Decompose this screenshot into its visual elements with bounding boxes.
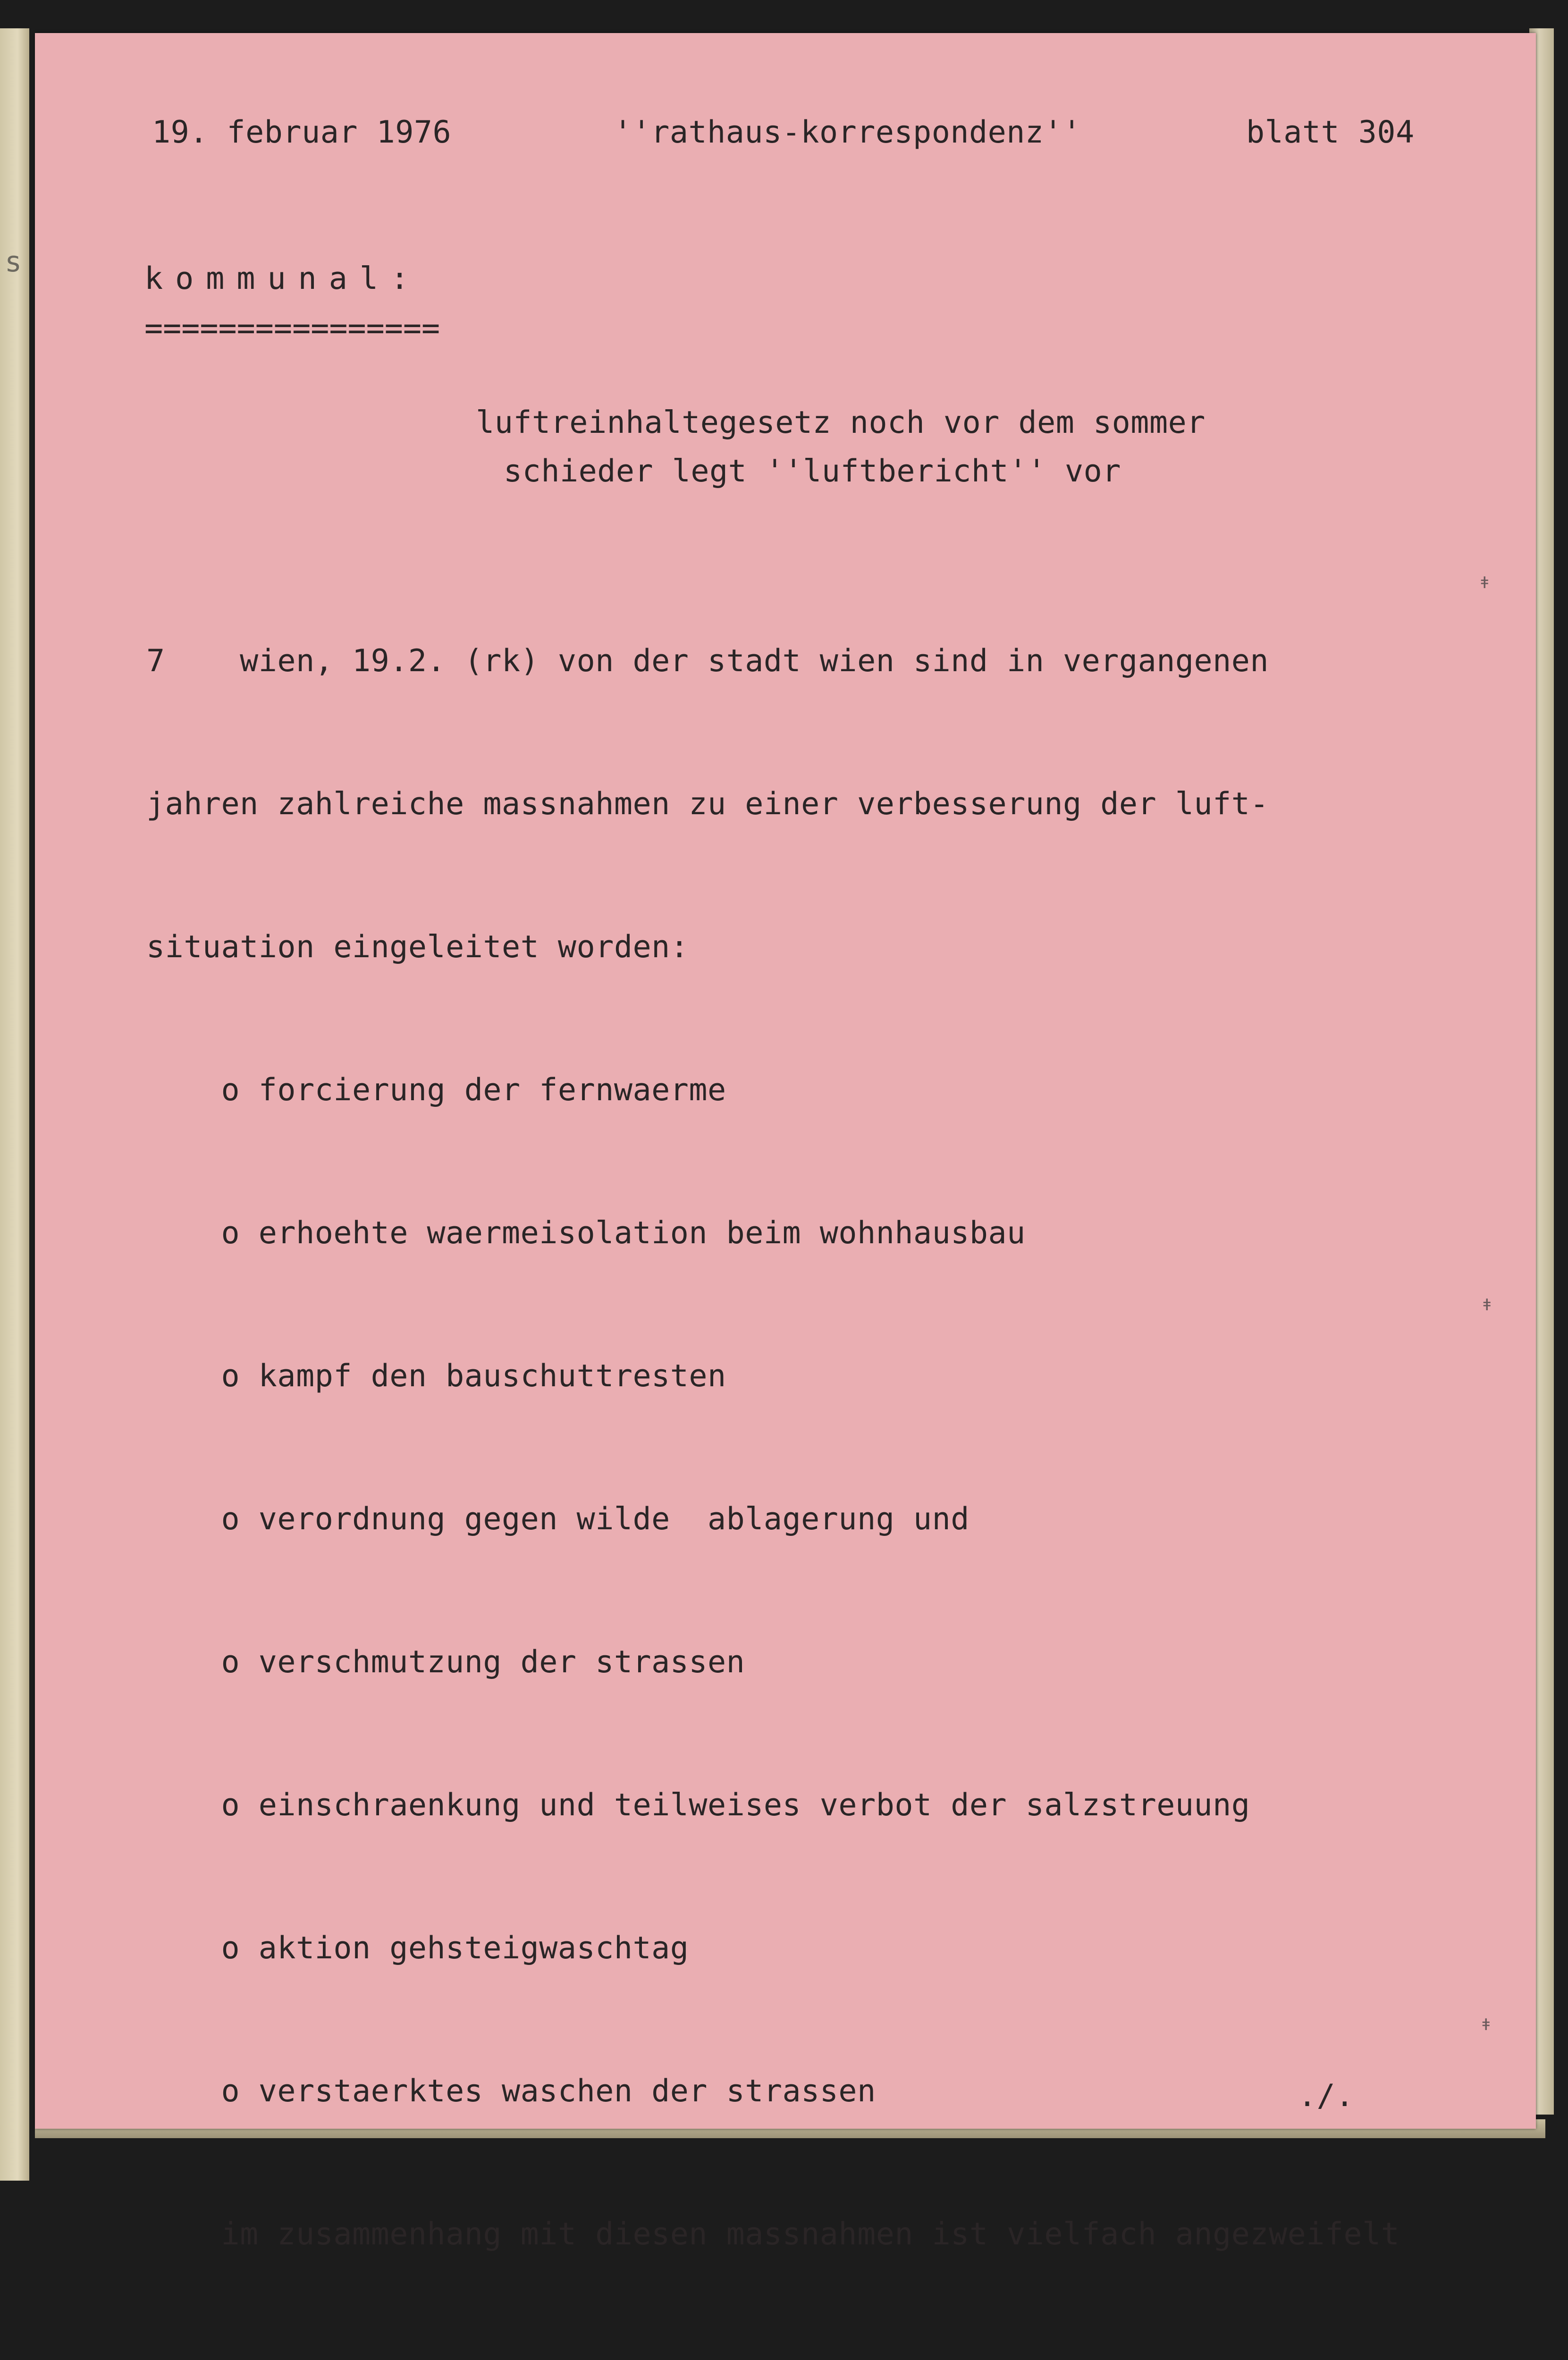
header-publication: ''rathaus-korrespondenz'' [614, 115, 1081, 150]
body-line [146, 2353, 1418, 2360]
body-line: jahren zahlreiche massnahmen zu einer verbesserung der luft- [146, 786, 1269, 822]
section-underline: ================ [144, 311, 440, 346]
list-item: o verschmutzung der strassen [146, 1644, 745, 1680]
header-date: 19. februar 1976 [152, 115, 452, 150]
body-line: im zusammenhang mit diesen massnahmen ist vielfach angezweifelt [146, 2217, 1400, 2252]
margin-tick-mark: ǂ [1481, 2015, 1491, 2034]
section-label: kommunal: [144, 261, 422, 296]
list-item: o kampf den bauschuttresten [146, 1358, 726, 1394]
list-item: o verordnung gegen wilde ablagerung und [146, 1501, 969, 1537]
list-item: o einschraenkung und teilweises verbot der salzstreuung [146, 1787, 1250, 1823]
list-item: o verstaerktes waschen der strassen [146, 2073, 876, 2109]
body-line: 7 wien, 19.2. (rk) von der stadt wien sind in vergangenen [146, 643, 1269, 679]
list-item: o erhoehte waermeisolation beim wohnhausbau [146, 1215, 1026, 1251]
headline-line-2: schieder legt ''luftbericht'' vor [504, 454, 1121, 489]
list-item: o forcierung der fernwaerme [146, 1072, 726, 1108]
adjacent-page-edge [0, 28, 29, 2181]
margin-tick-mark: ǂ [1480, 573, 1490, 592]
article-body [146, 542, 1418, 2360]
adjacent-page-mark: s [5, 245, 22, 278]
body-line: situation eingeleitet worden: [146, 929, 689, 965]
continuation-mark: ./. [1298, 2078, 1354, 2114]
header-sheet-number: blatt 304 [1246, 115, 1415, 150]
margin-tick-mark: ǂ [1482, 1296, 1492, 1315]
headline-line-1: luftreinhaltegesetz noch vor dem sommer [476, 405, 1206, 440]
list-item: o aktion gehsteigwaschtag [146, 1930, 689, 1966]
